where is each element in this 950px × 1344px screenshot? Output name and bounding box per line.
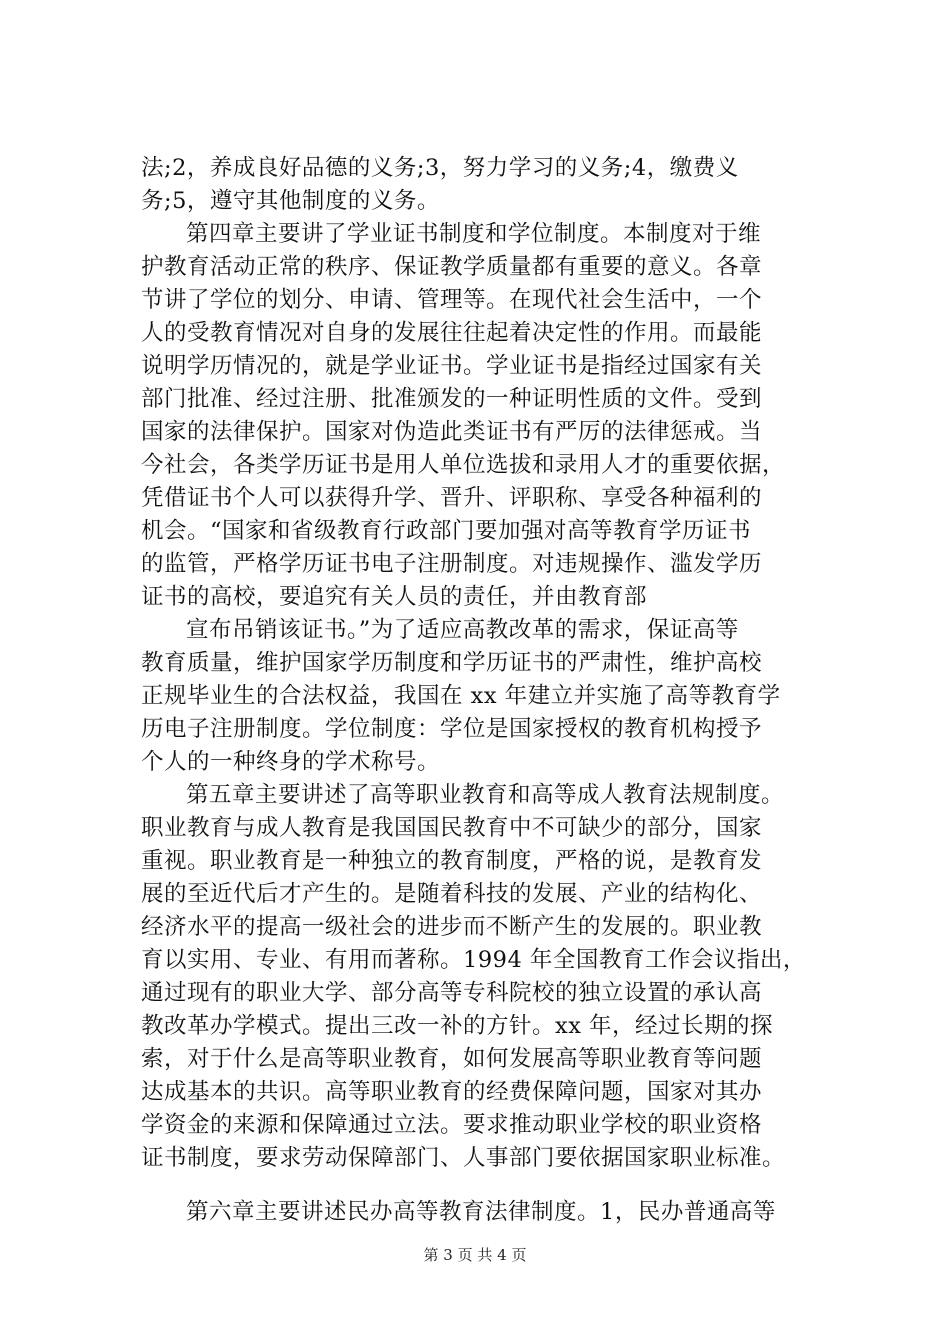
text-line: 节讲了学位的划分、申请、管理等。在现代社会生活中，一个 [141, 287, 763, 313]
text-line: 今社会，各类学历证书是用人单位选拔和录用人才的重要依据， [141, 452, 786, 478]
text-line: 展的至近代后才产生的。是随着科技的发展、产业的结构化、 [141, 881, 763, 907]
text-line: 个人的一种终身的学术称号。 [141, 749, 441, 775]
page-number: 第 3 页 共 4 页 [423, 1246, 527, 1264]
text-line: 部门批准、经过注册、批准颁发的一种证明性质的文件。受到 [141, 386, 763, 412]
text-line: 育以实用、专业、有用而著称。1994 年全国教育工作会议指出， [141, 947, 806, 973]
text-line: 务;5，遵守其他制度的义务。 [141, 188, 440, 214]
text-line: 人的受教育情况对自身的发展往往起着决定性的作用。而最能 [141, 320, 763, 346]
text-line: 职业教育与成人教育是我国国民教育中不可缺少的部分，国家 [141, 815, 763, 841]
text-line: 教育质量，维护国家学历制度和学历证书的严肃性，维护高校 [141, 650, 763, 676]
text-line: 教改革办学模式。提出三改一补的方针。xx 年，经过长期的探 [141, 1013, 774, 1039]
text-line: 正规毕业生的合法权益，我国在 xx 年建立并实施了高等教育学 [141, 683, 781, 709]
text-line: 学资金的来源和保障通过立法。要求推动职业学校的职业资格 [141, 1112, 763, 1138]
text-line: 凭借证书个人可以获得升学、晋升、评职称、享受各种福利的 [141, 485, 763, 511]
text-line: 国家的法律保护。国家对伪造此类证书有严厉的法律惩戒。当 [141, 419, 763, 445]
text-line: 宣布吊销该证书。”为了适应高教改革的需求，保证高等 [186, 617, 739, 643]
text-line: 通过现有的职业大学、部分高等专科院校的独立设置的承认高 [141, 980, 763, 1006]
text-line: 第五章主要讲述了高等职业教育和高等成人教育法规制度。 [186, 782, 785, 808]
text-line: 历电子注册制度。学位制度：学位是国家授权的教育机构授予 [141, 716, 763, 742]
text-line: 说明学历情况的，就是学业证书。学业证书是指经过国家有关 [141, 353, 763, 379]
text-line: 索，对于什么是高等职业教育，如何发展高等职业教育等问题 [141, 1046, 763, 1072]
text-line: 护教育活动正常的秩序、保证教学质量都有重要的意义。各章 [141, 254, 763, 280]
text-line: 的监管，严格学历证书电子注册制度。对违规操作、滥发学历 [141, 551, 763, 577]
text-line: 证书的高校，要追究有关人员的责任，并由教育部 [141, 584, 648, 610]
text-line: 经济水平的提高一级社会的进步而不断产生的发展的。职业教 [141, 914, 763, 940]
text-line: 证书制度，要求劳动保障部门、人事部门要依据国家职业标准。 [141, 1145, 786, 1171]
text-line: 达成基本的共识。高等职业教育的经费保障问题，国家对其办 [141, 1079, 763, 1105]
text-line: 第六章主要讲述民办高等教育法律制度。1，民办普通高等 [186, 1199, 776, 1225]
text-line: 重视。职业教育是一种独立的教育制度，严格的说，是教育发 [141, 848, 763, 874]
text-line: 第四章主要讲了学业证书制度和学位制度。本制度对于维 [186, 221, 762, 247]
text-line: 法;2，养成良好品德的义务;3，努力学习的义务;4，缴费义 [141, 155, 739, 181]
text-line: 机会。“国家和省级教育行政部门要加强对高等教育学历证书 [141, 518, 752, 544]
